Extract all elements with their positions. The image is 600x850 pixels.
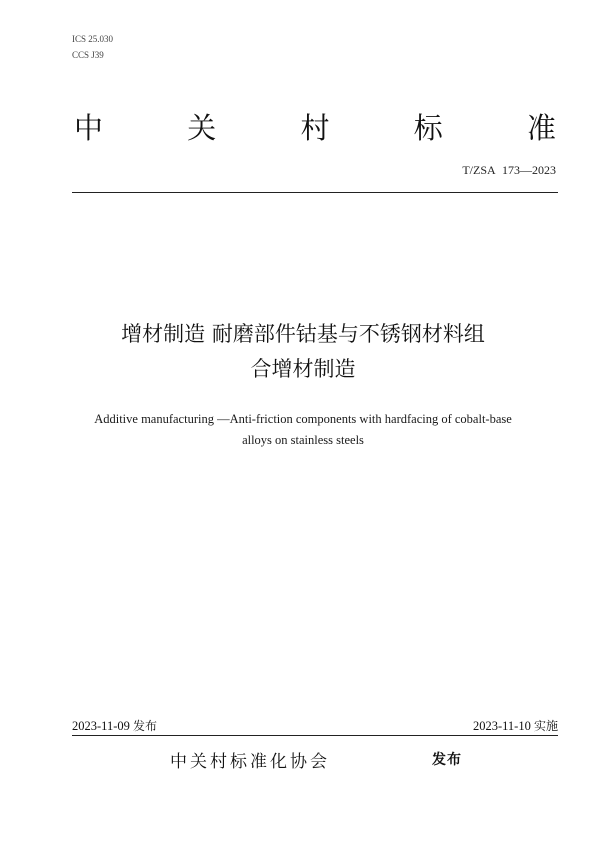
title-en-line-2: alloys on stainless steels <box>242 433 364 447</box>
standard-type-char: 标 <box>413 111 443 145</box>
effective-date-value: 2023-11-10 <box>472 719 531 733</box>
standard-type-char: 准 <box>526 111 556 145</box>
title-cn-line-2: 合增材制造 <box>250 357 356 381</box>
standard-code: T/ZSA 173—2023 <box>462 163 556 177</box>
publisher-name: 中关村标准化协会 <box>170 752 330 772</box>
effective-date <box>473 717 558 734</box>
standard-type-heading <box>74 108 556 148</box>
title-en-line-1: Additive manufacturing —Anti-friction components with hardfacing of cobalt-base <box>94 412 512 426</box>
standard-type-char: 中 <box>74 111 104 145</box>
publisher-label: 发布 <box>432 752 462 768</box>
effective-date-label: 实施 <box>533 719 558 733</box>
title-cn-line-1: 增材制造 耐磨部件钴基与不锈钢材料组 <box>121 322 485 346</box>
footer-divider <box>72 735 558 736</box>
standard-type-char: 关 <box>187 111 217 145</box>
issue-date-label: 发布 <box>133 719 158 733</box>
issue-date <box>72 717 157 734</box>
ccs-code: CCS J39 <box>72 50 104 60</box>
standard-type-char: 村 <box>300 111 330 145</box>
ics-code: ICS 25.030 <box>72 34 114 44</box>
issue-date-value: 2023-11-09 <box>72 719 130 733</box>
header-divider <box>72 192 558 193</box>
